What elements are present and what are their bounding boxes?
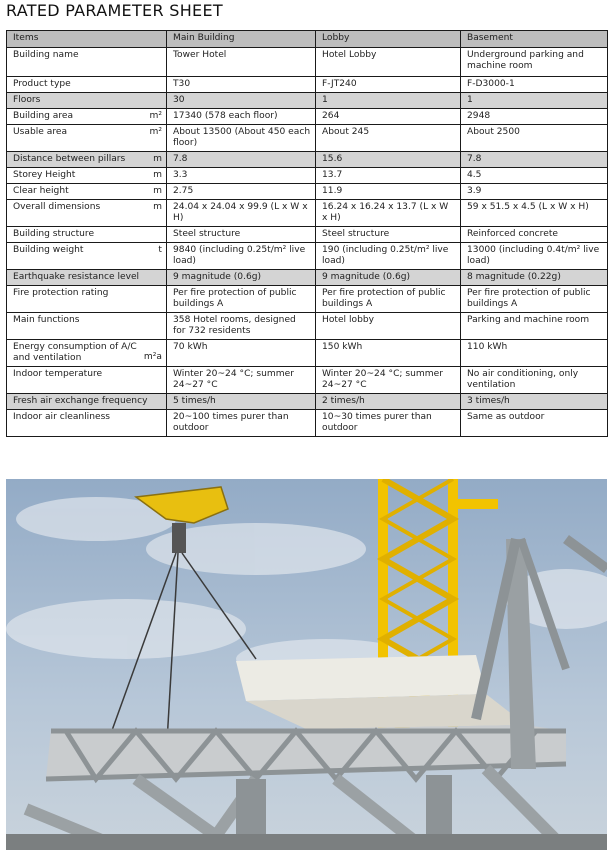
- table-row: [7, 270, 608, 286]
- lobby-cell: 9 magnitude (0.6g): [316, 270, 461, 286]
- table-row: [7, 286, 608, 313]
- basement-cell: Underground parking and machine room: [461, 48, 608, 77]
- table-row: [7, 168, 608, 184]
- row-label-text: Building name: [13, 50, 79, 60]
- row-unit: m²: [149, 127, 162, 137]
- row-label-text: Building area: [13, 111, 74, 121]
- basement-cell: F-D3000-1: [461, 77, 608, 93]
- header-lobby: Lobby: [316, 31, 461, 48]
- row-label: [7, 410, 167, 437]
- row-label: [7, 243, 167, 270]
- row-unit: t: [158, 245, 162, 255]
- table-row: [7, 93, 608, 109]
- row-label-text: Fire protection rating: [13, 288, 109, 298]
- table-row: [7, 152, 608, 168]
- row-label: [7, 270, 167, 286]
- lobby-cell: 10~30 times purer than outdoor: [316, 410, 461, 437]
- rated-parameter-table: [6, 30, 608, 437]
- row-label-text: Fresh air exchange frequency: [13, 396, 148, 406]
- basement-cell: 3.9: [461, 184, 608, 200]
- basement-cell: 3 times/h: [461, 394, 608, 410]
- basement-cell: Reinforced concrete: [461, 227, 608, 243]
- lobby-cell: 264: [316, 109, 461, 125]
- row-unit: m: [153, 202, 162, 212]
- lobby-cell: 190 (including 0.25t/m² live load): [316, 243, 461, 270]
- row-unit: m²: [149, 111, 162, 121]
- row-label: [7, 340, 167, 367]
- basement-cell: 1: [461, 93, 608, 109]
- row-label: [7, 93, 167, 109]
- lobby-cell: 1: [316, 93, 461, 109]
- row-unit: m²a: [143, 352, 162, 362]
- main-building-cell: Winter 20~24 °C; summer 24~27 °C: [167, 367, 316, 394]
- table-row: [7, 109, 608, 125]
- main-building-cell: T30: [167, 77, 316, 93]
- row-label-text: Floors: [13, 95, 41, 105]
- row-label-text: Main functions: [13, 315, 80, 325]
- construction-photo: [6, 479, 607, 850]
- basement-cell: 59 x 51.5 x 4.5 (L x W x H): [461, 200, 608, 227]
- table-row: [7, 410, 608, 437]
- table-row: [7, 313, 608, 340]
- row-label: [7, 109, 167, 125]
- row-unit: m: [153, 186, 162, 196]
- table-header-row: [7, 31, 608, 48]
- row-label: [7, 200, 167, 227]
- lobby-cell: 11.9: [316, 184, 461, 200]
- main-building-cell: Tower Hotel: [167, 48, 316, 77]
- row-label-text: Clear height: [13, 186, 69, 196]
- row-label-text: Product type: [13, 79, 71, 89]
- row-label: [7, 184, 167, 200]
- table-row: [7, 200, 608, 227]
- row-label: [7, 168, 167, 184]
- row-label: [7, 286, 167, 313]
- main-building-cell: 7.8: [167, 152, 316, 168]
- main-building-cell: 17340 (578 each floor): [167, 109, 316, 125]
- row-unit: m: [153, 154, 162, 164]
- table-row: [7, 125, 608, 152]
- row-label-text: Building weight: [13, 245, 84, 255]
- basement-cell: 7.8: [461, 152, 608, 168]
- lobby-cell: Hotel lobby: [316, 313, 461, 340]
- lobby-cell: Per fire protection of public buildings A: [316, 286, 461, 313]
- table-row: [7, 394, 608, 410]
- lobby-cell: 15.6: [316, 152, 461, 168]
- basement-cell: Same as outdoor: [461, 410, 608, 437]
- main-building-cell: 5 times/h: [167, 394, 316, 410]
- row-label-text: Usable area: [13, 127, 68, 137]
- main-building-cell: 20~100 times purer than outdoor: [167, 410, 316, 437]
- ground: [6, 834, 607, 850]
- lobby-cell: 13.7: [316, 168, 461, 184]
- row-label-text: Storey Height: [13, 170, 76, 180]
- basement-cell: 8 magnitude (0.22g): [461, 270, 608, 286]
- basement-cell: Per fire protection of public buildings A: [461, 286, 608, 313]
- basement-cell: No air conditioning, only ventilation: [461, 367, 608, 394]
- row-label-text: Energy consumption of A/C and ventilation: [13, 342, 137, 363]
- main-building-cell: 3.3: [167, 168, 316, 184]
- main-building-cell: 70 kWh: [167, 340, 316, 367]
- main-building-cell: 24.04 x 24.04 x 99.9 (L x W x H): [167, 200, 316, 227]
- main-building-cell: 2.75: [167, 184, 316, 200]
- main-building-cell: 9 magnitude (0.6g): [167, 270, 316, 286]
- row-label-text: Indoor air cleanliness: [13, 412, 111, 422]
- main-building-cell: 30: [167, 93, 316, 109]
- lobby-cell: F-JT240: [316, 77, 461, 93]
- basement-cell: 2948: [461, 109, 608, 125]
- header-basement: Basement: [461, 31, 608, 48]
- table-row: [7, 227, 608, 243]
- basement-cell: 110 kWh: [461, 340, 608, 367]
- header-items: Items: [7, 31, 167, 48]
- table-row: [7, 243, 608, 270]
- row-label-text: Overall dimensions: [13, 202, 101, 212]
- lobby-cell: Hotel Lobby: [316, 48, 461, 77]
- lobby-cell: Steel structure: [316, 227, 461, 243]
- row-label: [7, 125, 167, 152]
- row-label: [7, 394, 167, 410]
- row-label: [7, 367, 167, 394]
- row-unit: m: [153, 170, 162, 180]
- lobby-cell: Winter 20~24 °C; summer 24~27 °C: [316, 367, 461, 394]
- table-row: [7, 367, 608, 394]
- row-label: [7, 227, 167, 243]
- basement-cell: About 2500: [461, 125, 608, 152]
- basement-cell: Parking and machine room: [461, 313, 608, 340]
- lobby-cell: 16.24 x 16.24 x 13.7 (L x W x H): [316, 200, 461, 227]
- crane-lifting-module-illustration: [6, 479, 607, 850]
- table-row: [7, 48, 608, 77]
- main-building-cell: 9840 (including 0.25t/m² live load): [167, 243, 316, 270]
- lobby-cell: 150 kWh: [316, 340, 461, 367]
- row-label-text: Earthquake resistance level: [13, 272, 140, 282]
- row-label: [7, 48, 167, 77]
- row-label-text: Indoor temperature: [13, 369, 103, 379]
- main-building-cell: Per fire protection of public buildings A: [167, 286, 316, 313]
- page-title: RATED PARAMETER SHEET: [6, 1, 223, 20]
- row-label: [7, 77, 167, 93]
- header-main-building: Main Building: [167, 31, 316, 48]
- row-label: [7, 152, 167, 168]
- row-label-text: Building structure: [13, 229, 95, 239]
- lobby-cell: 2 times/h: [316, 394, 461, 410]
- table-row: [7, 184, 608, 200]
- basement-cell: 13000 (including 0.4t/m² live load): [461, 243, 608, 270]
- main-building-cell: About 13500 (About 450 each floor): [167, 125, 316, 152]
- main-building-cell: Steel structure: [167, 227, 316, 243]
- table-row: [7, 77, 608, 93]
- main-building-cell: 358 Hotel rooms, designed for 732 residents: [167, 313, 316, 340]
- table-row: [7, 340, 608, 367]
- basement-cell: 4.5: [461, 168, 608, 184]
- lobby-cell: About 245: [316, 125, 461, 152]
- row-label: [7, 313, 167, 340]
- row-label-text: Distance between pillars: [13, 154, 126, 164]
